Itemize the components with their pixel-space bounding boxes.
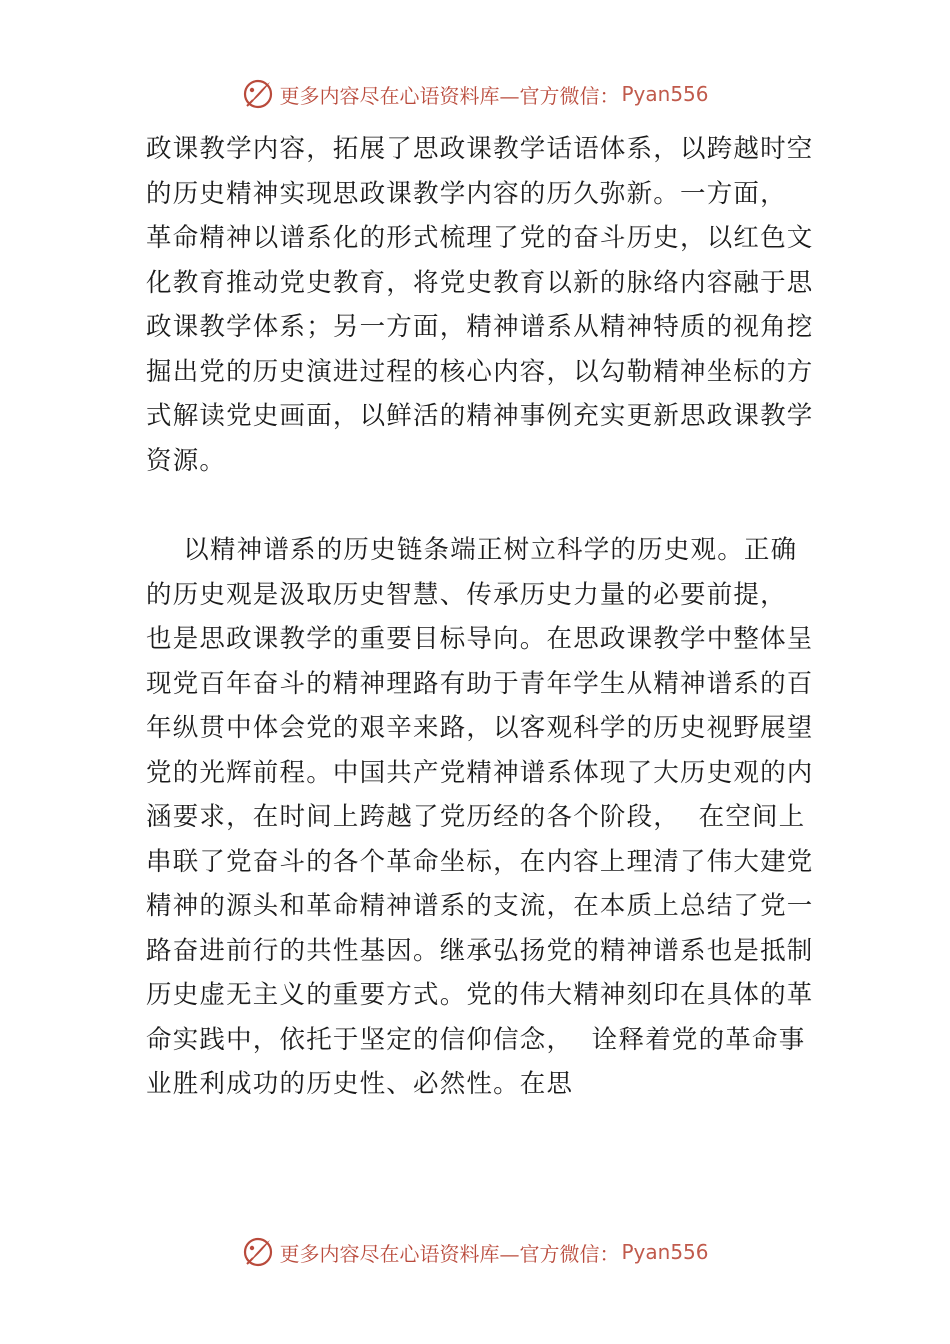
- text-line: 串联了党奋斗的各个革命坐标，在内容上理清了伟大建党: [146, 846, 814, 877]
- text-line: 精神的源头和革命精神谱系的支流，在本质上总结了党一: [146, 891, 814, 921]
- text-line: 年纵贯中体会党的艰辛来路，以客观科学的历史视野展望: [146, 713, 814, 743]
- feather-quill-logo-icon: [241, 77, 275, 111]
- text-line: 涵要求，在时间上跨越了党历经的各个阶段， 在空间上: [146, 802, 806, 832]
- header-banner: [0, 74, 950, 114]
- footer-wechat-handle: Pyan556: [621, 1240, 709, 1264]
- header-brand-text: 更多内容尽在心语资料库—官方微信：: [279, 83, 620, 108]
- paragraph-1: [146, 127, 836, 483]
- text-line: 命实践中，依托于坚定的信仰信念， 诠释着党的革命事: [146, 1024, 806, 1055]
- text-line: 现党百年奋斗的精神理路有助于青年学生从精神谱系的百: [146, 668, 814, 699]
- paragraph-2: [146, 528, 836, 1107]
- text-line: 资源。: [146, 445, 227, 476]
- text-line: 业胜利成功的历史性、必然性。在思: [146, 1069, 574, 1099]
- document-body: [146, 127, 836, 1107]
- header-wechat-handle: Pyan556: [621, 82, 709, 106]
- text-line: 也是思政课教学的重要目标导向。在思政课教学中整体呈: [146, 624, 814, 654]
- paragraph-gap: [146, 483, 836, 528]
- text-line: 路奋进前行的共性基因。继承弘扬党的精神谱系也是抵制: [146, 935, 814, 966]
- text-line: 式解读党史画面，以鲜活的精神事例充实更新思政课教学: [146, 401, 814, 431]
- text-line: 历史虚无主义的重要方式。党的伟大精神刻印在具体的革: [146, 980, 814, 1010]
- text-line: 党的光辉前程。中国共产党精神谱系体现了大历史观的内: [146, 757, 814, 788]
- text-line: 的历史精神实现思政课教学内容的历久弥新。一方面，: [146, 178, 787, 209]
- text-line: 革命精神以谱系化的形式梳理了党的奋斗历史，以红色文: [146, 223, 814, 253]
- text-line: 的历史观是汲取历史智慧、传承历史力量的必要前提，: [146, 579, 787, 610]
- footer-banner: [0, 1232, 950, 1272]
- text-line: 政课教学内容，拓展了思政课教学话语体系，以跨越时空: [146, 134, 814, 164]
- footer-brand-text: 更多内容尽在心语资料库—官方微信：: [279, 1241, 620, 1266]
- feather-quill-logo-icon: [241, 1235, 275, 1269]
- text-line: 政课教学体系；另一方面，精神谱系从精神特质的视角挖: [146, 312, 814, 342]
- text-line: 以精神谱系的历史链条端正树立科学的历史观。正确: [146, 535, 798, 565]
- text-line: 化教育推动党史教育，将党史教育以新的脉络内容融于思: [146, 267, 814, 298]
- text-line: 掘出党的历史演进过程的核心内容，以勾勒精神坐标的方: [146, 356, 814, 387]
